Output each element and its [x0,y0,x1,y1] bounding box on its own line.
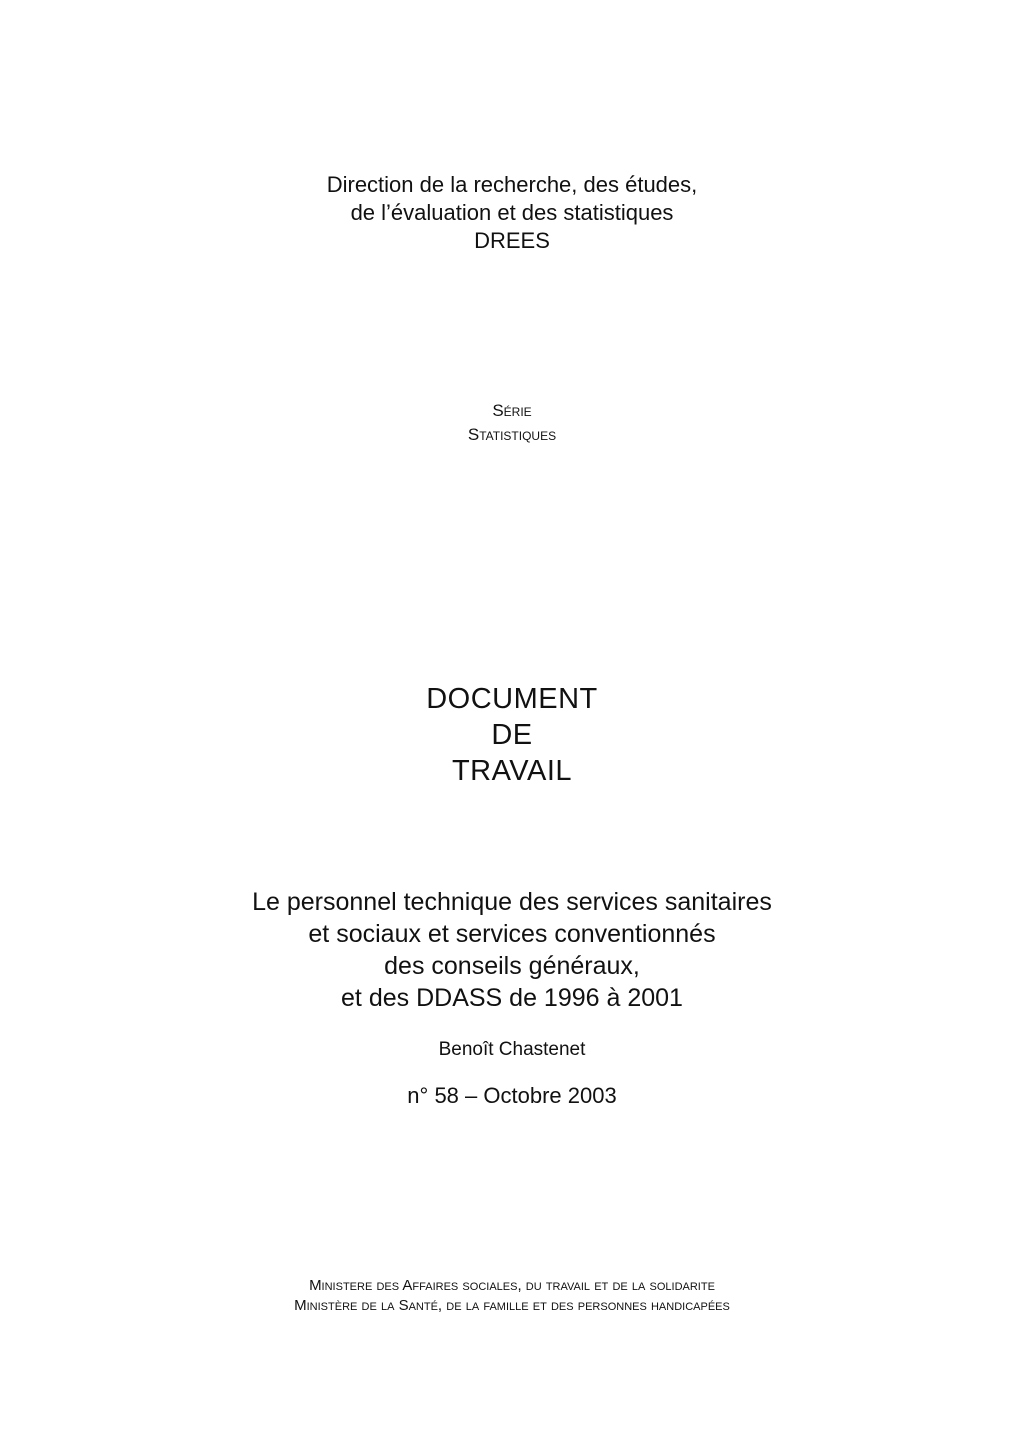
document-type [0,681,1024,789]
series-line: Série [492,401,532,420]
document-title [0,886,1024,1014]
title-line: des conseils généraux, [384,952,640,980]
series-name: Statistiques [467,425,557,444]
ministry-footer [0,1276,1024,1316]
institution-acronym: DREES [474,228,550,253]
title-line: et des DDASS de 1996 à 2001 [341,984,683,1012]
institution-line: de l’évaluation et des statistiques [350,200,674,225]
issue-number-date: n° 58 – Octobre 2003 [407,1083,617,1108]
series-label [0,399,1024,447]
institution-header [0,171,1024,255]
ministry-line: Ministère de la Santé, de la famille et des personnes handicapées [294,1297,730,1314]
document-type-line: DOCUMENT [426,683,598,715]
title-line: et sociaux et services conventionnés [308,920,716,948]
document-type-line: DE [491,719,533,751]
title-line: Le personnel technique des services sanitaires [252,888,772,916]
ministry-line: Ministere des Affaires sociales, du travail et de la solidarite [309,1277,715,1294]
document-type-line: TRAVAIL [451,755,573,787]
institution-line: Direction de la recherche, des études, [326,172,698,197]
author-name: Benoît Chastenet [438,1039,586,1060]
